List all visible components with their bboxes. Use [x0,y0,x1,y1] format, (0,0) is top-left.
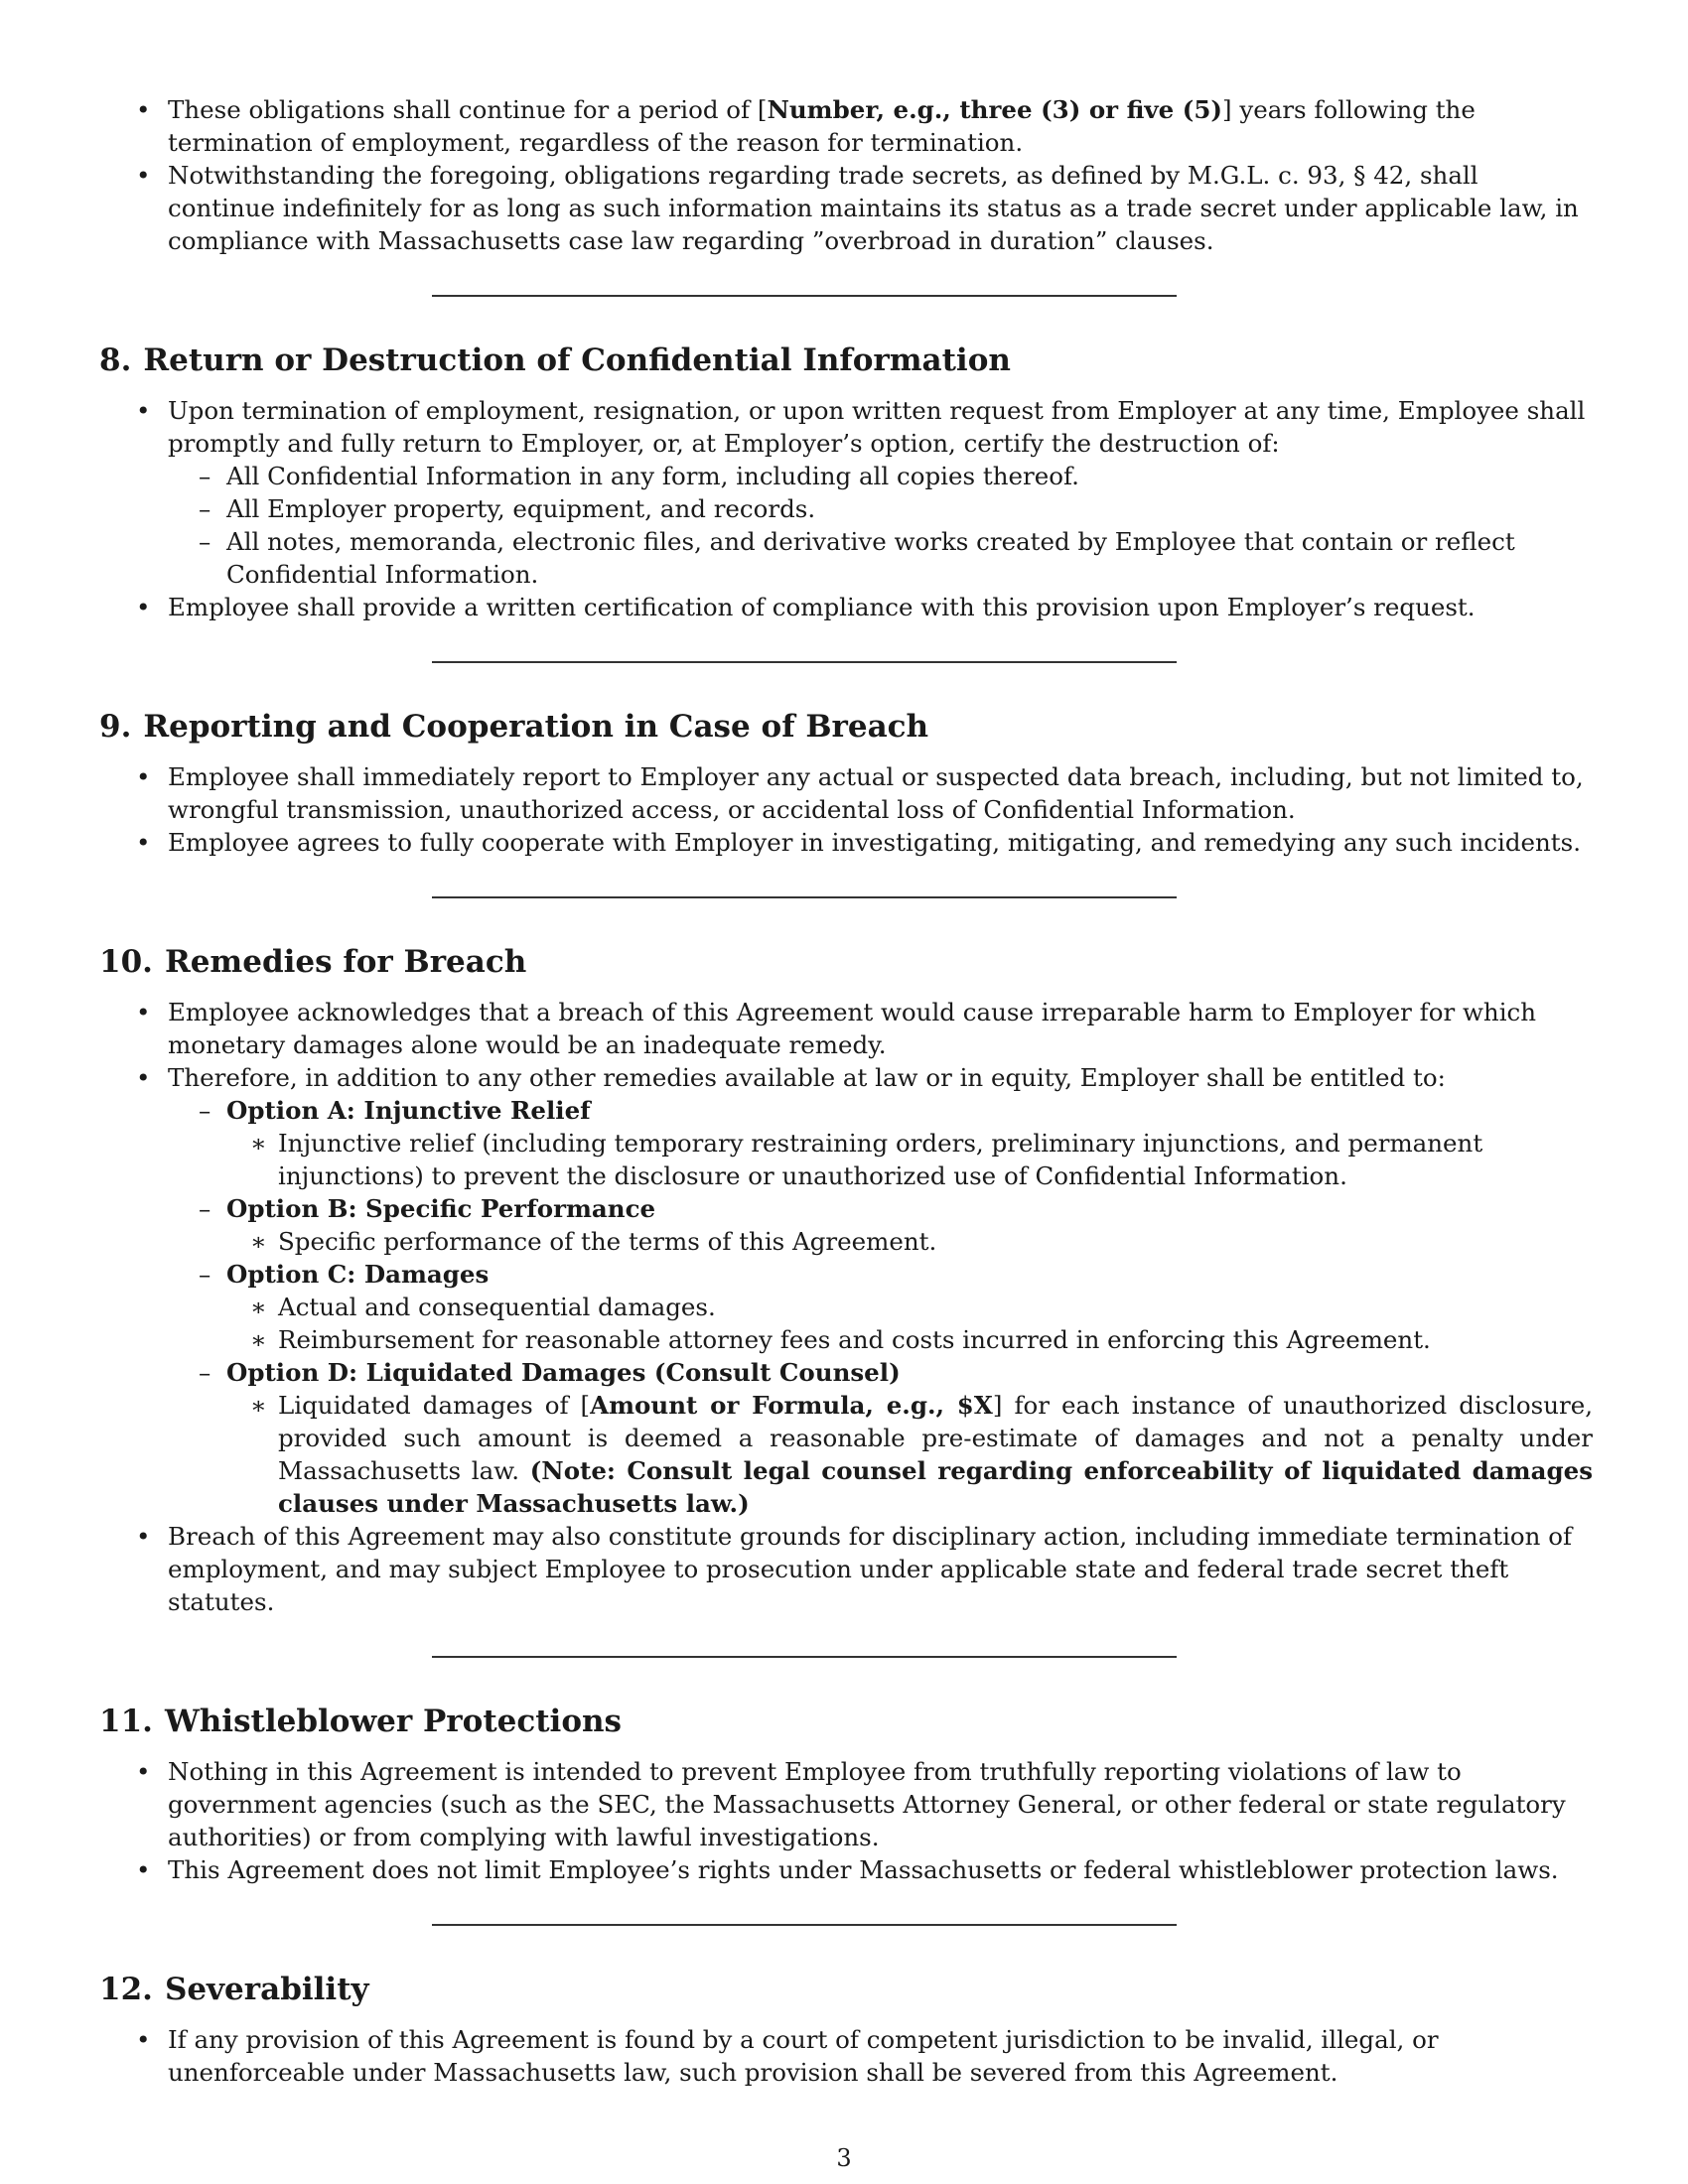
list-item: • This Agreement does not limit Employee’s rights under Massachusetts or federal whistleblower protection laws. [99,1853,1593,1886]
list-item: • These obligations shall continue for a period of [Number, e.g., three (3) or five (5)] years following the termination of employment, regardless of the reason for termination. [99,93,1593,159]
detail-item: ∗ Reimbursement for reasonable attorney fees and costs incurred in enforcing this Agreement. [226,1323,1593,1356]
sublist [167,460,1593,591]
sublist-item: – All notes, memoranda, electronic files, and derivative works created by Employee that contain or reflect Confidential Information. [167,525,1593,591]
sublist-item: – All Confidential Information in any form, including all copies thereof. [167,460,1593,492]
page-number: 3 [836,2144,852,2172]
option-b-details [226,1225,1593,1258]
option-c: – Option C: Damages ∗ Actual and consequential damages. ∗ Reimbursement for reasonable attorney fees and costs incurred in enforcing this Agreement. [167,1258,1593,1356]
section-heading-10: 10. Remedies for Breach [99,944,527,980]
list-item: • Breach of this Agreement may also constitute grounds for disciplinary action, including immediate termination of employment, and may subject Employee to prosecution under applicable state and federal trade secret theft statutes. [99,1520,1593,1618]
section-heading-11: 11. Whistleblower Protections [99,1704,623,1739]
list-item: • Therefore, in addition to any other remedies available at law or in equity, Employer shall be entitled to: – Option A: Injunctive Relief ∗ Injunctive relief (including temporary restraining orders, preliminary injunctions, and permanent injunctions) to prevent the disclosure or unauthorized use of Confidential Information. – Option B: Specific Performance ∗ Specific performance of the terms of this Agreement. – Option C: Damages ∗ Actual and consequential damages. ∗ Reimbursement for reasonable attorney fees and costs incurred in enforcing this Agreement. – Option D: Liquidated Damages (Consult Counsel) ∗ Liquidated damages of [Amount or Formula, e.g., $X] for each instance of unauthorized disclosure, provided such amount is deemed a reasonable pre-estimate of damages and not a penalty under Massachusetts law. (Note: Consult legal counsel regarding enforceability of liquidated damages clauses under Massachusetts law.) [99,1061,1593,1520]
option-b: – Option B: Specific Performance ∗ Specific performance of the terms of this Agreement. [167,1192,1593,1258]
section-8-list [99,394,1593,623]
option-a: – Option A: Injunctive Relief ∗ Injunctive relief (including temporary restraining orders, preliminary injunctions, and permanent injunctions) to prevent the disclosure or unauthorized use of Confidential Information. [167,1094,1593,1192]
list-item: • Notwithstanding the foregoing, obligations regarding trade secrets, as defined by M.G.L. c. 93, § 42, shall continue indefinitely for as long as such information maintains its status as a trade secret under applicable law, in compliance with Massachusetts case law regarding ”overbroad in duration” clauses. [99,159,1593,257]
sublist-item: – All Employer property, equipment, and records. [167,492,1593,525]
list-item: • Employee acknowledges that a breach of this Agreement would cause irreparable harm to Employer for which monetary damages alone would be an inadequate remedy. [99,996,1593,1061]
section-divider [432,1924,1177,1926]
list-item: • Employee shall immediately report to Employer any actual or suspected data breach, including, but not limited to, wrongful transmission, unauthorized access, or accidental loss of Confidential Information. [99,760,1593,826]
section-heading-12: 12. Severability [99,1972,369,2007]
page-content [99,93,1593,2089]
list-item: • If any provision of this Agreement is found by a court of competent jurisdiction to be invalid, illegal, or unenforceable under Massachusetts law, such provision shall be severed from this Agreement. [99,2023,1593,2089]
options-list [167,1094,1593,1520]
detail-item: ∗ Specific performance of the terms of this Agreement. [226,1225,1593,1258]
list-item: • Employee shall provide a written certification of compliance with this provision upon Employer’s request. [99,591,1593,623]
detail-item: ∗ Liquidated damages of [Amount or Formula, e.g., $X] for each instance of unauthorized disclosure, provided such amount is deemed a reasonable pre-estimate of damages and not a penalty under Massachusetts law. (Note: Consult legal counsel regarding enforceability of liquidated damages clauses under Massachusetts law.) [226,1389,1593,1520]
list-item: • Nothing in this Agreement is intended to prevent Employee from truthfully reporting violations of law to government agencies (such as the SEC, the Massachusetts Attorney General, or other federal or state regulatory authorities) or from complying with lawful investigations. [99,1755,1593,1853]
section-divider [432,896,1177,898]
option-a-details [226,1127,1593,1192]
section-heading-9: 9. Reporting and Cooperation in Case of Breach [99,709,929,745]
option-c-details [226,1291,1593,1356]
section-heading-8: 8. Return or Destruction of Confidential Information [99,342,1011,378]
section-9-list [99,760,1593,859]
list-item: • Upon termination of employment, resignation, or upon written request from Employer at any time, Employee shall promptly and fully return to Employer, or, at Employer’s option, certify the destruction of: – All Confidential Information in any form, including all copies thereof. – All Employer property, equipment, and records. – All notes, memoranda, electronic files, and derivative works created by Employee that contain or reflect Confidential Information. [99,394,1593,591]
section-11-list [99,1755,1593,1886]
section-divider [432,661,1177,663]
section-7-continued-list [99,93,1593,257]
section-12-list [99,2023,1593,2089]
list-item: • Employee agrees to fully cooperate with Employer in investigating, mitigating, and remedying any such incidents. [99,826,1593,859]
detail-item: ∗ Injunctive relief (including temporary restraining orders, preliminary injunctions, and permanent injunctions) to prevent the disclosure or unauthorized use of Confidential Information. [226,1127,1593,1192]
option-d: – Option D: Liquidated Damages (Consult Counsel) ∗ Liquidated damages of [Amount or Formula, e.g., $X] for each instance of unauthorized disclosure, provided such amount is deemed a reasonable pre-estimate of damages and not a penalty under Massachusetts law. (Note: Consult legal counsel regarding enforceability of liquidated damages clauses under Massachusetts law.) [167,1356,1593,1520]
detail-item: ∗ Actual and consequential damages. [226,1291,1593,1323]
section-divider [432,1656,1177,1658]
section-10-list [99,996,1593,1618]
option-d-details [226,1389,1593,1520]
section-divider [432,295,1177,297]
